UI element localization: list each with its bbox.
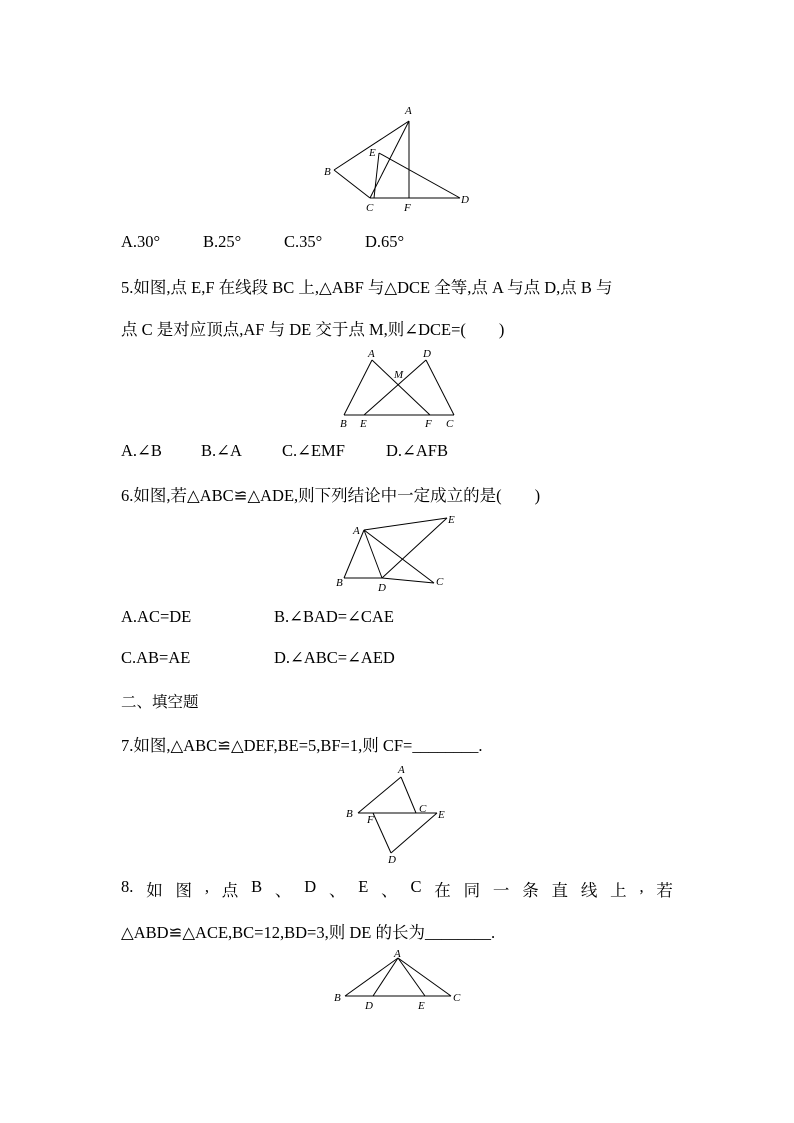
q7-figure [340,760,460,868]
q8-char: 点 [221,881,239,900]
q8-stem-line2: △ABD≌△ACE,BC=12,BD=3,则 DE 的长为________. [121,923,496,942]
q6-option-b: B.∠BAD=∠CAE [274,607,394,626]
q4-options [121,232,404,252]
q4-option-b: B.25° [203,232,242,251]
q6-label-b: B [336,577,343,589]
q7-label-b: B [346,808,353,820]
q6-option-c: C.AB=AE [121,648,191,667]
q5-option-d: D.∠AFB [386,441,448,460]
q5-label-e: E [360,418,367,430]
q4-option-c: C.35° [284,232,323,251]
q4-label-a: A [405,105,412,117]
q8-char: , [639,877,644,896]
q6-option-d: D.∠ABC=∠AED [274,648,395,667]
q5-figure [336,345,464,431]
q8-char: 8. [121,877,134,896]
section-heading-fill-in: 二、填空题 [121,693,199,711]
q8-label-d: D [365,1000,373,1012]
q7-label-f: F [367,814,374,826]
q8-char: 一 [492,881,510,900]
q7-stem-line1: 7.如图,△ABC≌△DEF,BE=5,BF=1,则 CF=________. [121,736,483,755]
q8-char: 若 [656,881,673,900]
q6-label-a: A [353,525,360,537]
q8-char: 直 [551,881,569,900]
q8-figure [326,946,472,1016]
q5-label-a: A [368,348,375,360]
q8-char: E [358,877,369,896]
q5-stem-line2: 点 C 是对应顶点,AF 与 DE 交于点 M,则∠DCE=( ) [121,320,505,339]
q4-option-d: D.65° [365,232,405,251]
q8-char: D [304,877,317,896]
q8-stem-line1 [121,877,673,901]
q6-stem-line1: 6.如图,若△ABC≌△ADE,则下列结论中一定成立的是( ) [121,486,541,505]
q8-label-c: C [453,992,461,1004]
q8-char: 在 [434,881,451,900]
q4-label-e: E [369,147,376,159]
q8-char: 线 [580,881,598,900]
q8-char: 图 [175,881,192,900]
q7-label-a: A [398,764,405,776]
q8-label-e: E [418,1000,425,1012]
q8-char: 上 [610,881,627,900]
q8-char: 条 [522,881,539,900]
q8-char: B [251,877,263,896]
q6-options-row1 [121,607,394,627]
q6-options-row2 [121,648,395,668]
q6-label-d: D [378,582,386,594]
q4-label-d: D [461,194,469,206]
q4-figure [318,100,478,218]
q6-option-a: A.AC=DE [121,607,192,626]
q5-label-b: B [340,418,347,430]
q4-label-b: B [324,166,331,178]
q8-char: 、 [381,881,398,900]
q8-label-b: B [334,992,341,1004]
q5-options [121,441,448,461]
q5-label-c: C [446,418,454,430]
q6-label-e: E [448,514,455,526]
q8-char: 、 [328,881,346,900]
q8-label-a: A [394,948,401,960]
q4-label-c: C [366,202,374,214]
q8-char: C [410,877,422,896]
q8-char: 、 [274,881,292,900]
q8-char: 如 [146,881,163,900]
q5-label-f: F [425,418,432,430]
q4-option-a: A.30° [121,232,161,251]
q7-label-d: D [388,854,396,866]
q5-option-a: A.∠B [121,441,162,460]
q5-label-d: D [423,348,431,360]
q5-stem-line1: 5.如图,点 E,F 在线段 BC 上,△ABF 与△DCE 全等,点 A 与点 D,点 B 与 [121,278,613,297]
q7-label-e: E [438,809,445,821]
q7-label-c: C [419,803,427,815]
q4-label-f: F [404,202,411,214]
q6-label-c: C [436,576,444,588]
q5-label-m: M [394,369,404,381]
q5-option-b: B.∠A [201,441,242,460]
q8-char: 同 [463,881,481,900]
q8-char: , [204,877,209,896]
q6-figure [330,510,460,596]
q5-option-c: C.∠EMF [282,441,345,460]
